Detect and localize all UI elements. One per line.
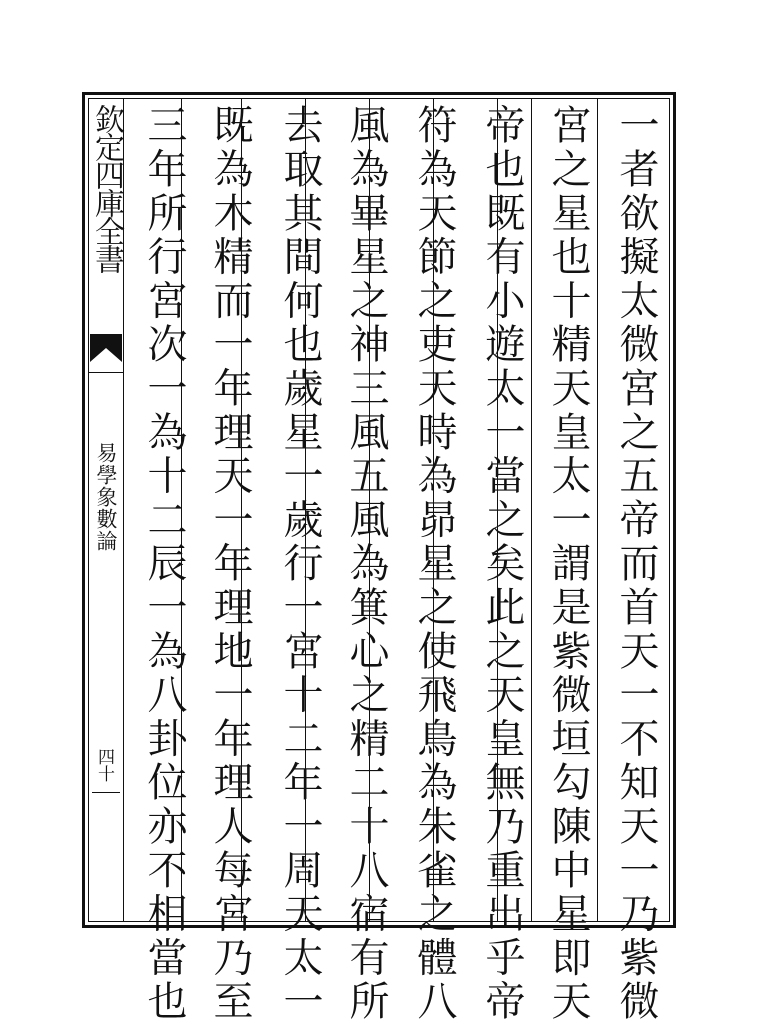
fishtail-rule: [88, 372, 124, 373]
column-text: 宮之星也十精天皇太一謂是紫微垣勾陳中星即天: [545, 104, 591, 1024]
page-number: 四十: [94, 748, 114, 782]
text-column-2: [538, 100, 598, 1024]
text-column-8: [134, 100, 194, 1024]
text-column-6: [270, 100, 330, 1024]
column-text: 三年所行宮次一為十二辰一為八卦位亦不相當也: [141, 104, 187, 1024]
text-column-1: [606, 100, 666, 1024]
page-number-rule: [92, 792, 120, 793]
text-column-4: [404, 100, 464, 1024]
fishtail-mark-icon: [90, 334, 122, 362]
column-text: 去取其間何也歲星一歲行一宮十二年一周天太一: [277, 104, 323, 1024]
section-title: 易學象數論: [94, 442, 118, 552]
column-text: 風為畢星之神三風五風為箕心之精二十八宿有所: [343, 104, 389, 1024]
column-text: 既為木精而一年理天一年理地一年理人每宮乃至: [207, 104, 253, 1024]
column-text: 帝也既有小遊太一當之矣此之天皇無乃重出乎帝: [479, 104, 525, 1024]
text-column-7: [200, 100, 260, 1024]
column-text: 一者欲擬太微宮之五帝而首天一不知天一乃紫微: [613, 104, 659, 1024]
column-text: 符為天節之吏天時為昴星之使飛鳥為朱雀之體八: [411, 104, 457, 1024]
text-column-3: [472, 100, 532, 1024]
text-column-5: [336, 100, 396, 1024]
book-title: 欽定四庫全書: [89, 104, 124, 272]
